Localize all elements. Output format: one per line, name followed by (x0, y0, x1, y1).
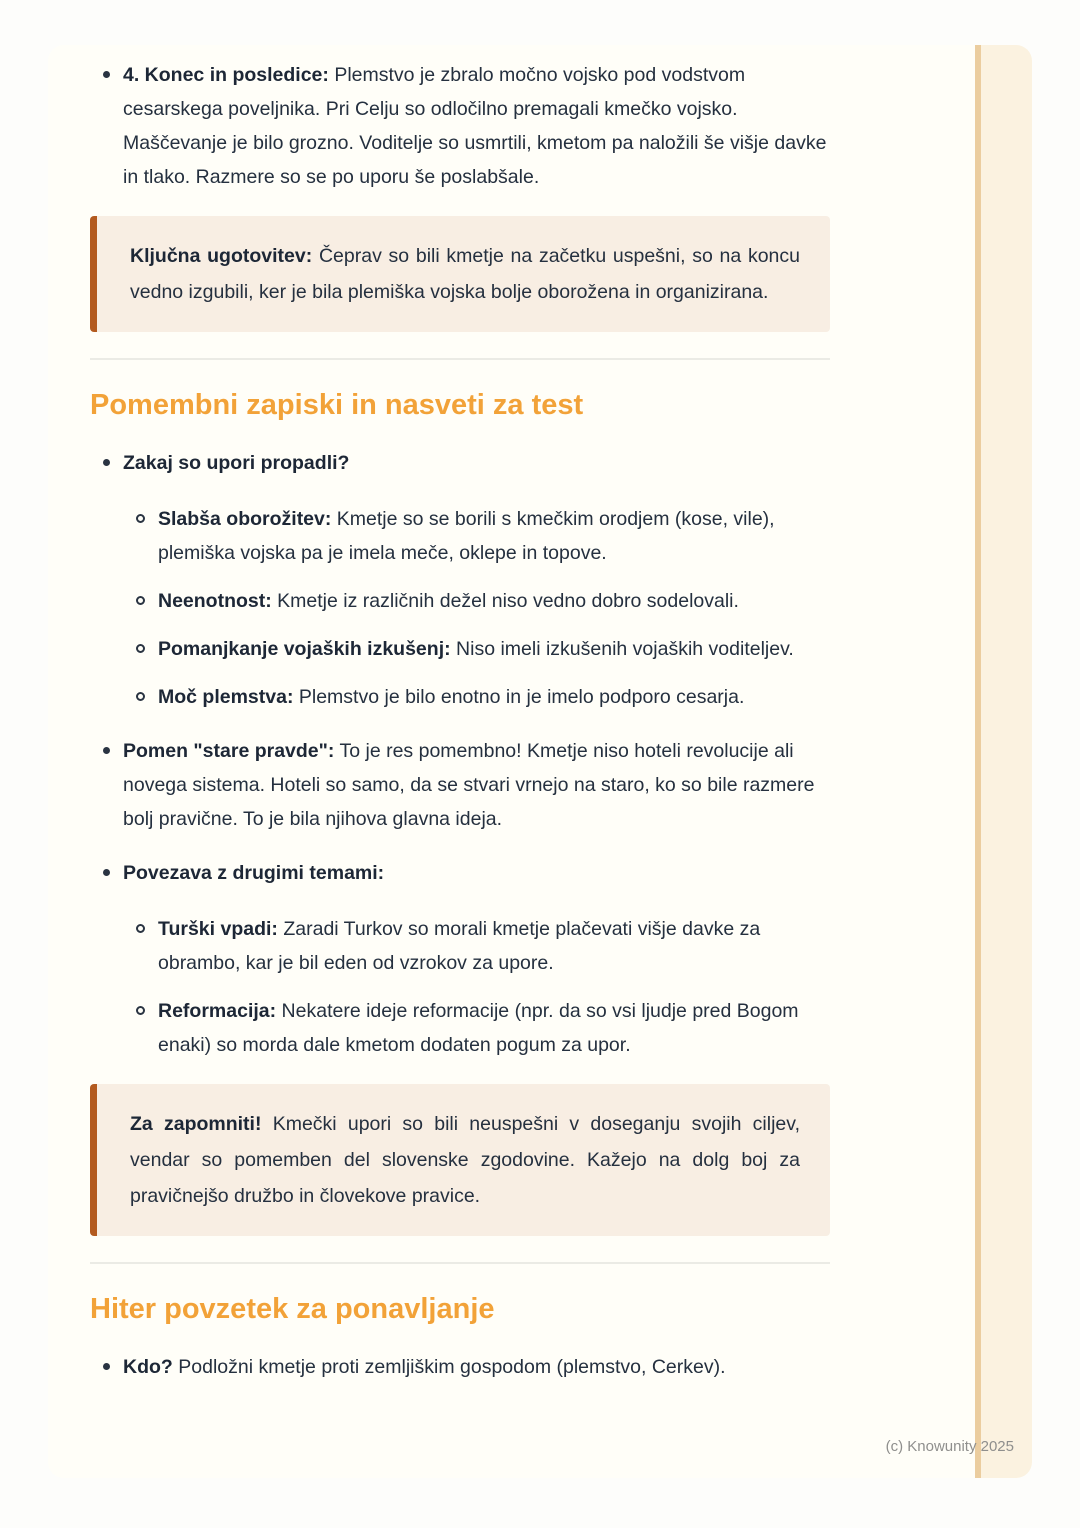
bullet-paragraph (123, 446, 830, 480)
notes-list (90, 446, 830, 1062)
list-item (90, 446, 830, 714)
list-item (123, 632, 830, 666)
circle-marker (136, 1006, 145, 1015)
callout-text: Kmečki upori so bili neuspešni v doseganju svojih ciljev, vendar so pomemben del slovenske zgodovine. Kažejo na dolg boj za pravičnejšo družbo in človekove pravice. (130, 1113, 800, 1207)
list-item (90, 1350, 830, 1384)
notes-content (48, 45, 830, 1384)
term-label: Moč plemstva: (158, 686, 294, 708)
bullet-paragraph (123, 734, 830, 836)
section-divider (90, 358, 830, 360)
callout-text: Čeprav so bili kmetje na začetku uspešni, so na koncu vedno izgubili, ker je bila plemiška vojska bolje oborožena in organizirana. (130, 245, 800, 303)
term-text: Podložni kmetje proti zemljiškim gospodom (plemstvo, Cerkev). (178, 1356, 726, 1378)
bullet-marker (103, 869, 110, 876)
circle-marker (136, 644, 145, 653)
list-item (123, 912, 830, 980)
callout-paragraph (130, 1106, 800, 1214)
term-label: Pomanjkanje vojaških izkušenj: (158, 638, 451, 660)
callout-paragraph (130, 238, 800, 310)
list-item (123, 994, 830, 1062)
term-label: Kdo? (123, 1356, 173, 1378)
section-divider (90, 1262, 830, 1264)
sub-bullet-paragraph (158, 994, 830, 1062)
notes-card (48, 45, 1032, 1478)
circle-marker (136, 596, 145, 605)
list-item (90, 58, 830, 194)
sub-bullet-paragraph (158, 912, 830, 980)
term-text: Kmetje iz različnih dežel niso vedno dobro sodelovali. (277, 590, 739, 612)
summary-list (90, 1350, 830, 1384)
sub-bullet-paragraph (158, 502, 830, 570)
intro-list (90, 58, 830, 194)
term-text: Niso imeli izkušenih vojaških voditeljev. (456, 638, 794, 660)
term-text: To je res pomembno! Kmetje niso hoteli revolucije ali novega sistema. Hoteli so samo, da se stvari vrnejo na staro, ko so bile razmere bolj pravične. To je bila njihova glavna ideja. (123, 740, 815, 830)
term-label: Zakaj so upori propadli? (123, 452, 350, 474)
copyright-watermark: (c) Knowunity 2025 (885, 1438, 1014, 1455)
term-label: Pomen "stare pravde": (123, 740, 335, 762)
sub-list (123, 502, 830, 714)
term-label: Povezava z drugimi temami: (123, 862, 385, 884)
bullet-marker (103, 747, 110, 754)
sub-list (123, 912, 830, 1062)
bullet-paragraph (123, 856, 830, 890)
term-text: Kmetje so se borili s kmečkim orodjem (kose, vile), plemiška vojska pa je imela meče, oklepe in topove. (158, 508, 775, 564)
term-text: Zaradi Turkov so morali kmetje plačevati višje davke za obrambo, kar je bil eden od vzrokov za upore. (158, 918, 761, 974)
sub-bullet-paragraph (158, 632, 830, 666)
term-text: Nekatere ideje reformacije (npr. da so vsi ljudje pred Bogom enaki) so morda dale kmetom dodaten pogum za upor. (158, 1000, 799, 1056)
list-item (90, 856, 830, 1062)
list-item (90, 734, 830, 836)
circle-marker (136, 924, 145, 933)
section-title-notes: Pomembni zapiski in nasveti za test (90, 389, 584, 421)
circle-marker (136, 692, 145, 701)
term-label: Reformacija: (158, 1000, 277, 1022)
list-item (123, 502, 830, 570)
page-edge-decoration (975, 45, 1032, 1478)
sub-bullet-paragraph (158, 584, 830, 618)
term-label: Neenotnost: (158, 590, 272, 612)
bullet-marker (103, 1363, 110, 1370)
sub-bullet-paragraph (158, 680, 830, 714)
section-title-summary: Hiter povzetek za ponavljanje (90, 1293, 495, 1325)
remember-callout (90, 1084, 830, 1236)
circle-marker (136, 514, 145, 523)
term-label: 4. Konec in posledice: (123, 64, 329, 86)
term-text: Plemstvo je zbralo močno vojsko pod vodstvom cesarskega poveljnika. Pri Celju so odločilno premagali kmečko vojsko. Maščevanje je bilo grozno. Voditelje so usmrtili, kmetom pa naložili še višje davke in tlako. Razmere so se po uporu še poslabšale. (123, 64, 827, 188)
intro-paragraph (123, 58, 830, 194)
bullet-paragraph (123, 1350, 830, 1384)
list-item (123, 584, 830, 618)
key-insight-callout (90, 216, 830, 332)
term-label: Turški vpadi: (158, 918, 278, 940)
list-item (123, 680, 830, 714)
term-text: Plemstvo je bilo enotno in je imelo podporo cesarja. (298, 686, 745, 708)
bullet-marker (103, 459, 110, 466)
callout-label: Za zapomniti! (130, 1113, 262, 1135)
term-label: Slabša oborožitev: (158, 508, 332, 530)
callout-label: Ključna ugotovitev: (130, 245, 313, 267)
bullet-marker (103, 71, 110, 78)
